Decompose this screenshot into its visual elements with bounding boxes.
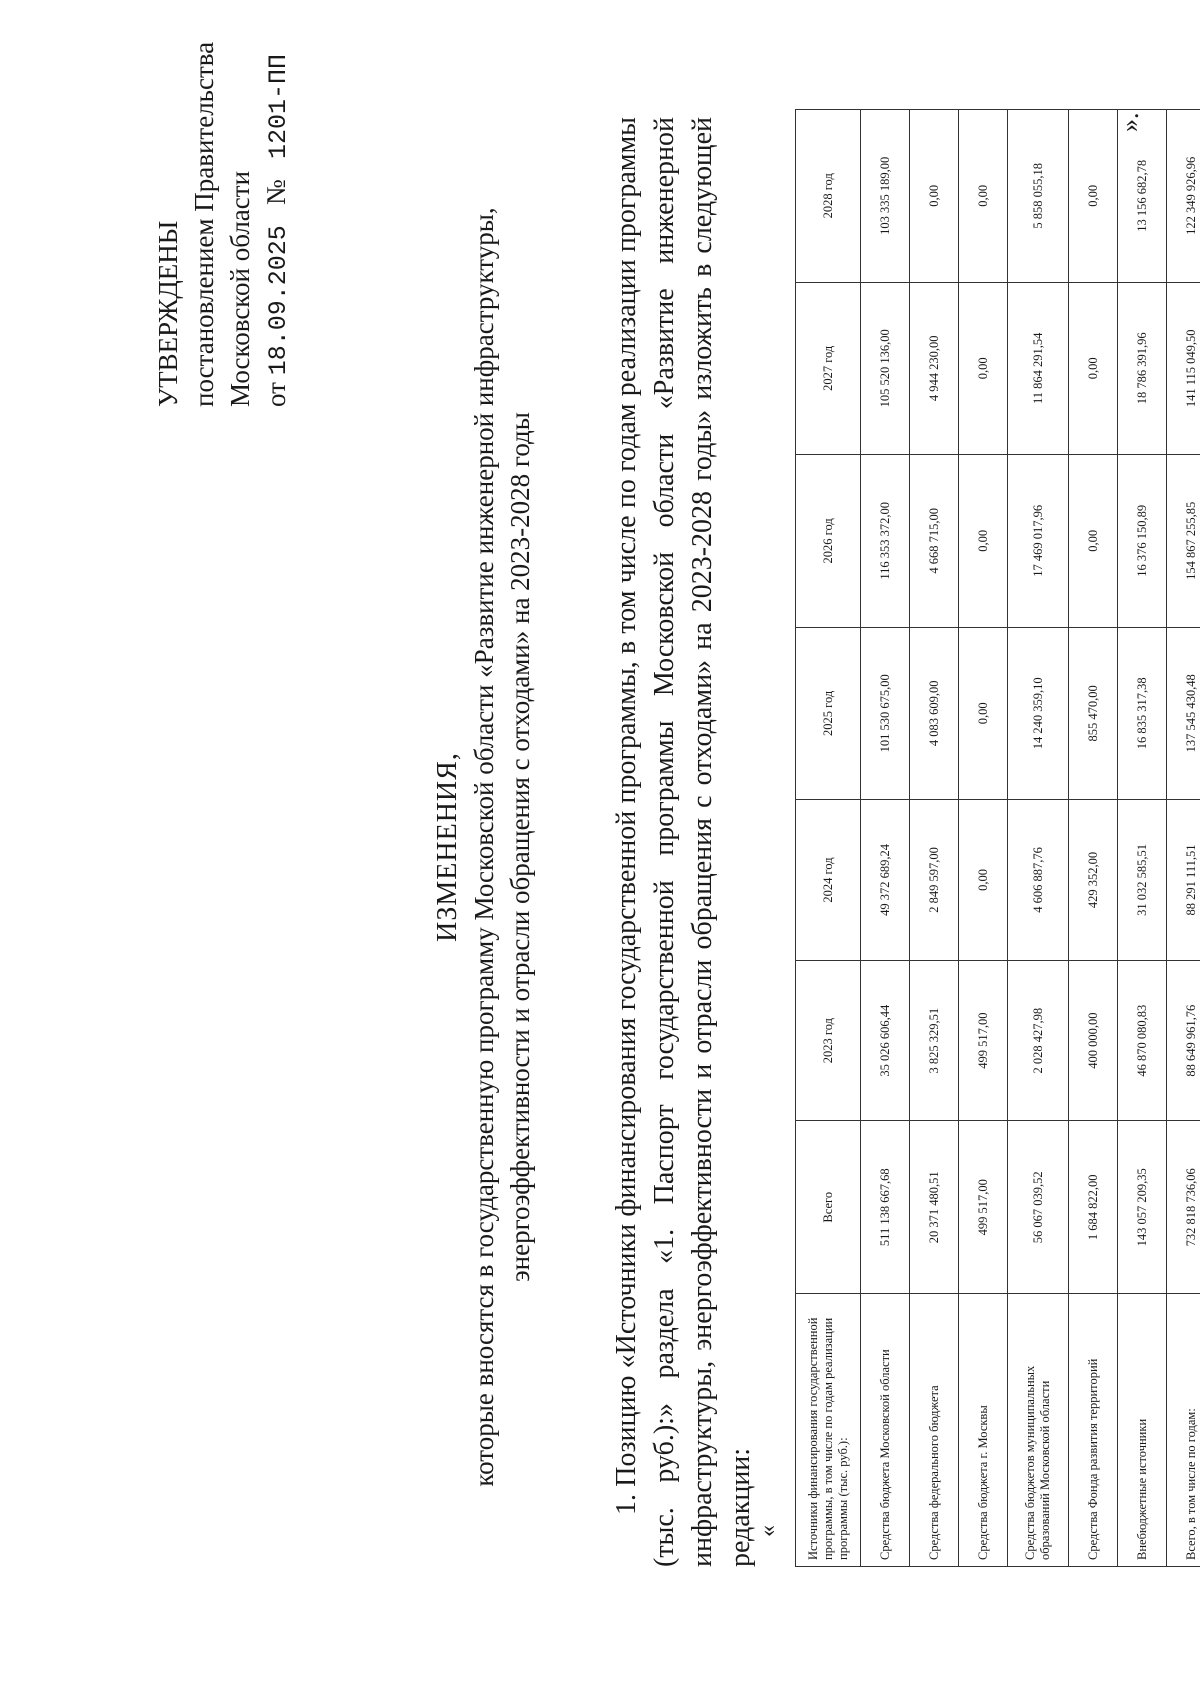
- table-row-total: [1167, 110, 1200, 1567]
- approval-line-3: Московской области: [225, 170, 255, 407]
- financing-table: [795, 109, 1200, 1567]
- cell-2027: 105 520 136,00: [861, 282, 910, 455]
- cell-2027: 0,00: [1069, 282, 1118, 455]
- cell-total: 499 517,00: [959, 1121, 1008, 1294]
- number-sign: №: [261, 179, 291, 206]
- cell-2028: 13 156 682,78: [1118, 110, 1167, 283]
- cell-2026: 16 376 150,89: [1118, 455, 1167, 628]
- cell-2024: 88 291 111,51: [1167, 800, 1200, 961]
- cell-source: Средства Фонда развития территорий: [1069, 1294, 1118, 1567]
- cell-2025: 0,00: [959, 627, 1008, 800]
- approval-title: УТВЕРЖДЕНЫ: [153, 220, 183, 407]
- header-2024: 2024 год: [796, 800, 861, 961]
- title-line-2: которые вносятся в государственную программу Московской области «Развитие инженерной инфраструктуры,: [469, 207, 499, 1487]
- cell-2025: 855 470,00: [1069, 627, 1118, 800]
- cell-total: 56 067 039,52: [1008, 1121, 1069, 1294]
- date-prefix: от: [261, 382, 291, 407]
- cell-2025: 137 545 430,48: [1167, 627, 1200, 800]
- cell-2024: 0,00: [959, 800, 1008, 961]
- approval-number: 1201-ПП: [264, 53, 293, 159]
- table-row: [1069, 110, 1118, 1567]
- cell-2024: 2 849 597,00: [910, 800, 959, 961]
- cell-2025: 4 083 609,00: [910, 627, 959, 800]
- cell-2026: 0,00: [959, 455, 1008, 628]
- cell-source: Средства федерального бюджета: [910, 1294, 959, 1567]
- cell-2027: 141 115 049,50: [1167, 282, 1200, 455]
- cell-2027: 18 786 391,96: [1118, 282, 1167, 455]
- header-source: Источники финансирования государственной программы, в том числе по годам реализации программы (тыс. руб.):: [796, 1294, 861, 1567]
- table-row: [1118, 110, 1167, 1567]
- cell-2023: 88 649 961,76: [1167, 960, 1200, 1121]
- cell-2026: 0,00: [1069, 455, 1118, 628]
- approval-block: [150, 42, 297, 407]
- table-row: [959, 110, 1008, 1567]
- cell-2023: 46 870 080,83: [1118, 960, 1167, 1121]
- cell-2024: 4 606 887,76: [1008, 800, 1069, 961]
- cell-2025: 14 240 359,10: [1008, 627, 1069, 800]
- cell-source: Средства бюджетов муниципальных образований Московской области: [1008, 1294, 1069, 1567]
- cell-2023: 35 026 606,44: [861, 960, 910, 1121]
- table-row: [910, 110, 959, 1567]
- cell-2026: 154 867 255,85: [1167, 455, 1200, 628]
- cell-2024: 429 352,00: [1069, 800, 1118, 961]
- cell-source: Средства бюджета г. Москвы: [959, 1294, 1008, 1567]
- table-row: [861, 110, 910, 1567]
- cell-2027: 4 944 230,00: [910, 282, 959, 455]
- cell-2025: 16 835 317,38: [1118, 627, 1167, 800]
- approval-line-2: постановлением Правительства: [189, 41, 219, 407]
- cell-source: Всего, в том числе по годам:: [1167, 1294, 1200, 1567]
- cell-2023: 499 517,00: [959, 960, 1008, 1121]
- table-row: [1008, 110, 1069, 1567]
- cell-total: 511 138 667,68: [861, 1121, 910, 1294]
- cell-2023: 3 825 329,51: [910, 960, 959, 1121]
- cell-2028: 5 858 055,18: [1008, 110, 1069, 283]
- header-2026: 2026 год: [796, 455, 861, 628]
- cell-2026: 4 668 715,00: [910, 455, 959, 628]
- title-line-3: энергоэффективности и отрасли обращения с отходами» на 2023-2028 годы: [505, 412, 535, 1282]
- cell-2027: 0,00: [959, 282, 1008, 455]
- cell-2023: 400 000,00: [1069, 960, 1118, 1121]
- header-2028: 2028 год: [796, 110, 861, 283]
- body-paragraph: [608, 117, 760, 1567]
- cell-2025: 101 530 675,00: [861, 627, 910, 800]
- header-2027: 2027 год: [796, 282, 861, 455]
- cell-source: Внебюджетные источники: [1118, 1294, 1167, 1567]
- cell-total: 20 371 480,51: [910, 1121, 959, 1294]
- cell-2026: 17 469 017,96: [1008, 455, 1069, 628]
- document-title: [430, 117, 538, 1577]
- cell-2024: 49 372 689,24: [861, 800, 910, 961]
- cell-2028: 122 349 926,96: [1167, 110, 1200, 283]
- cell-2028: 103 335 189,00: [861, 110, 910, 283]
- approval-date-line: [258, 42, 297, 407]
- open-quote: «: [755, 1525, 781, 1537]
- cell-2024: 31 032 585,51: [1118, 800, 1167, 961]
- cell-2028: 0,00: [910, 110, 959, 283]
- title-heading: ИЗМЕНЕНИЯ,: [432, 752, 463, 942]
- paragraph-text: 1. Позицию «Источники финансирования государственной программы, в том числе по годам реализации программы (тыс. руб.):» раздела «1. Паспорт государственной программы Московской области «Развитие инженерной инфраструктуры, энергоэффективности и отрасли обращения с отходами» на 2023-2028 годы» изложить в следующей редакции:: [611, 117, 756, 1567]
- cell-2028: 0,00: [1069, 110, 1118, 283]
- cell-total: 1 684 822,00: [1069, 1121, 1118, 1294]
- table-header-row: [796, 110, 861, 1567]
- cell-source: Средства бюджета Московской области: [861, 1294, 910, 1567]
- cell-2026: 116 353 372,00: [861, 455, 910, 628]
- cell-total: 732 818 736,06: [1167, 1121, 1200, 1294]
- header-2023: 2023 год: [796, 960, 861, 1121]
- cell-2028: 0,00: [959, 110, 1008, 283]
- close-quote: ».: [1115, 112, 1144, 132]
- approval-date: 18.09.2025: [264, 225, 293, 376]
- header-2025: 2025 год: [796, 627, 861, 800]
- header-total: Всего: [796, 1121, 861, 1294]
- cell-2023: 2 028 427,98: [1008, 960, 1069, 1121]
- cell-total: 143 057 209,35: [1118, 1121, 1167, 1294]
- cell-2027: 11 864 291,54: [1008, 282, 1069, 455]
